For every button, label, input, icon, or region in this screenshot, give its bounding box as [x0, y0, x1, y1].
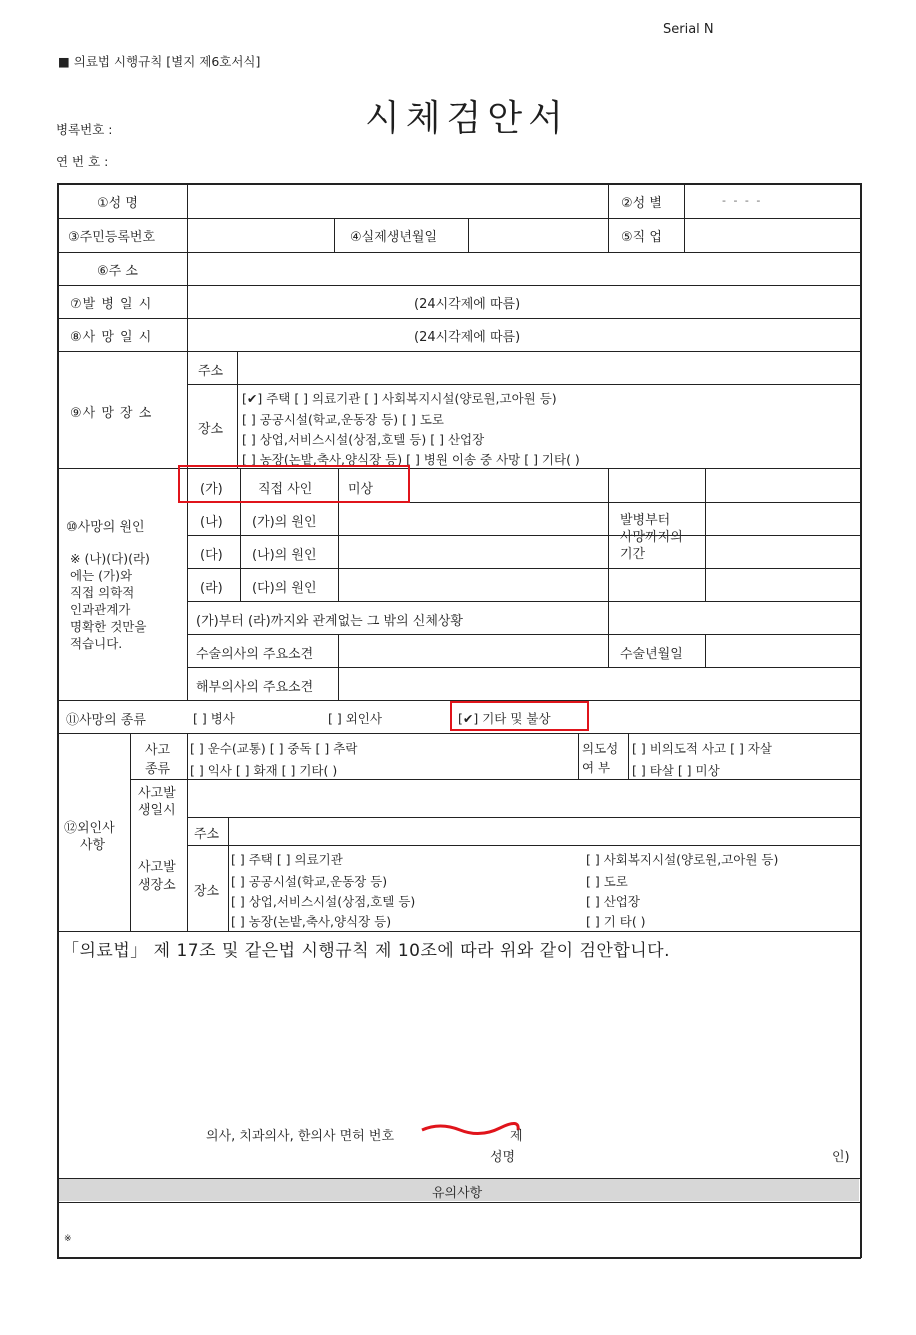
- death-type-label: ⑪사망의 종류: [66, 713, 146, 728]
- accident-place-line-2[interactable]: [ ] 공공시설(학교,운동장 등): [231, 874, 388, 889]
- accident-place-label-2: 생장소: [138, 878, 176, 893]
- death-place-option-line-4[interactable]: [ ] 농장(논밭,축사,양식장 등) [ ] 병원 이송 중 사망 [ ] 기타( ): [242, 452, 580, 467]
- death-time-note: (24시각제에 따름): [414, 330, 521, 345]
- surgeon-findings-label: 수술의사의 주요소견: [196, 647, 314, 662]
- external-cause-label-1: ⑫외인사: [64, 821, 115, 836]
- intent-line-2[interactable]: [ ] 타살 [ ] 미상: [632, 763, 720, 778]
- footnote-mark: ※: [64, 1234, 72, 1244]
- accident-place-line-4b[interactable]: [ ] 기 타( ): [586, 914, 646, 929]
- death-type-disease[interactable]: [ ] 병사: [193, 711, 235, 726]
- accident-date-label-1: 사고발: [138, 786, 176, 801]
- death-place-option-line-3[interactable]: [ ] 상업,서비스시설(상점,호텔 등) [ ] 산업장: [242, 432, 485, 447]
- accident-place-label-1: 사고발: [138, 860, 176, 875]
- death-place-option-line-1[interactable]: [✔] 주택 [ ] 의료기관 [ ] 사회복지시설(양로원,고아원 등): [242, 391, 557, 406]
- legal-statement: 「의료법」 제 17조 및 같은법 시행규칙 제 10조에 따라 위와 같이 검안합니다.: [62, 941, 671, 961]
- accident-place-line-3b[interactable]: [ ] 산업장: [586, 894, 640, 909]
- cause-note-5: 명확한 것만을: [70, 619, 147, 634]
- accident-place-line-4[interactable]: [ ] 농장(논밭,축사,양식장 등): [231, 914, 392, 929]
- other-conditions-label: (가)부터 (라)까지와 관계없는 그 밖의 신체상황: [196, 614, 463, 629]
- cause-b-marker: (나): [200, 515, 223, 530]
- death-type-other-unknown[interactable]: [✔] 기타 및 불상: [458, 711, 551, 726]
- cause-label: ⑩사망의 원인: [66, 520, 145, 535]
- external-cause-label-2: 사항: [80, 838, 106, 853]
- cause-d-marker: (라): [200, 581, 223, 596]
- surgery-date-label: 수술년월일: [620, 647, 683, 662]
- accident-type-line-2[interactable]: [ ] 익사 [ ] 화재 [ ] 기타( ): [190, 763, 338, 778]
- accident-date-label-2: 생일시: [138, 803, 176, 818]
- death-place-option-line-2[interactable]: [ ] 공공시설(학교,운동장 등) [ ] 도로: [242, 412, 444, 427]
- address-label: ⑥주 소: [97, 264, 138, 279]
- cause-c-label: (나)의 원인: [252, 548, 317, 563]
- onset-time-note: (24시각제에 따름): [414, 297, 521, 312]
- cause-note-2: 에는 (가)와: [70, 568, 133, 583]
- seal-label: 인): [832, 1150, 850, 1165]
- highlight-direct-cause: [178, 465, 410, 503]
- rrn-label: ③주민등록번호: [68, 230, 156, 245]
- license-number-stamp: [420, 1118, 520, 1142]
- accident-location-label: 장소: [194, 884, 220, 899]
- intent-label-2: 여 부: [582, 760, 611, 775]
- license-suffix: 제: [510, 1129, 523, 1144]
- accident-type-label-2: 종류: [145, 762, 171, 777]
- death-place-label: ⑨사 망 장 소: [70, 406, 153, 421]
- intent-label-1: 의도성: [582, 741, 619, 756]
- license-label: 의사, 치과의사, 한의사 면허 번호: [206, 1129, 395, 1144]
- cause-note-3: 직접 의학적: [70, 585, 135, 600]
- accident-type-line-1[interactable]: [ ] 운수(교통) [ ] 중독 [ ] 추락: [190, 741, 358, 756]
- cause-b-label: (가)의 원인: [252, 515, 317, 530]
- cause-note-1: ※ (나)(다)(라): [70, 551, 150, 566]
- occupation-label: ⑤직 업: [621, 230, 662, 245]
- accident-address-label: 주소: [194, 827, 220, 842]
- form-reference: ■ 의료법 시행규칙 [별지 제6호서식]: [58, 54, 261, 69]
- death-time-label: ⑧사 망 일 시: [70, 330, 153, 345]
- accident-place-line-1b[interactable]: [ ] 사회복지시설(양로원,고아원 등): [586, 852, 779, 867]
- duration-label-1: 발병부터: [620, 513, 671, 528]
- sex-value[interactable]: - - - -: [722, 194, 763, 207]
- death-type-external[interactable]: [ ] 외인사: [328, 711, 382, 726]
- cause-d-label: (다)의 원인: [252, 581, 317, 596]
- cause-note-6: 적습니다.: [70, 636, 123, 651]
- duration-label-2: 사망까지의: [620, 530, 683, 545]
- sex-label: ②성 별: [621, 196, 662, 211]
- serial-number-label: 연 번 호 :: [56, 154, 109, 169]
- cause-a-value[interactable]: 미상: [348, 482, 374, 497]
- intent-line-1[interactable]: [ ] 비의도적 사고 [ ] 자살: [632, 741, 772, 756]
- death-place-location-label: 장소: [198, 422, 224, 437]
- duration-label-3: 기간: [620, 547, 646, 562]
- page-title: 시체검안서: [365, 98, 569, 139]
- highlight-death-type: [450, 701, 589, 731]
- autopsy-findings-label: 해부의사의 주요소견: [196, 680, 314, 695]
- serial-label: Serial N: [663, 22, 714, 37]
- cause-a-marker: (가): [200, 482, 223, 497]
- signature-label: 성명: [490, 1150, 516, 1165]
- cause-c-marker: (다): [200, 548, 223, 563]
- accident-type-label-1: 사고: [145, 743, 171, 758]
- death-place-address-label: 주소: [198, 364, 224, 379]
- accident-place-line-3[interactable]: [ ] 상업,서비스시설(상점,호텔 등): [231, 894, 416, 909]
- accident-place-line-2b[interactable]: [ ] 도로: [586, 874, 628, 889]
- onset-time-label: ⑦발 병 일 시: [70, 297, 153, 312]
- notes-header: 유의사항: [432, 1186, 483, 1201]
- cause-note-4: 인과관계가: [70, 602, 131, 617]
- cause-a-label: 직접 사인: [258, 482, 313, 497]
- accident-place-line-1[interactable]: [ ] 주택 [ ] 의료기관: [231, 852, 343, 867]
- ward-number-label: 병록번호 :: [56, 122, 113, 137]
- name-label: ①성 명: [97, 196, 138, 211]
- birthdate-label: ④실제생년월일: [350, 230, 438, 245]
